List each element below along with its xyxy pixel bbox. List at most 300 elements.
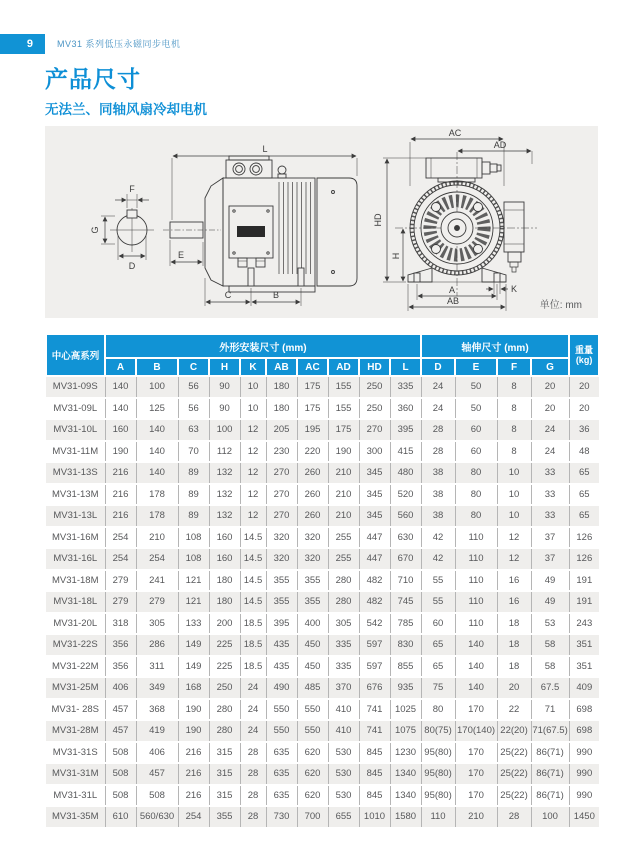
series-cell: MV31-22M <box>46 656 105 678</box>
value-cell: 241 <box>136 570 178 592</box>
value-cell: 80 <box>421 699 455 721</box>
dim-label-L: L <box>262 144 268 154</box>
value-cell: 990 <box>569 785 599 807</box>
value-cell: 25(22) <box>497 742 531 764</box>
value-cell: 8 <box>497 441 531 463</box>
value-cell: 28 <box>421 441 455 463</box>
series-cell: MV31-31S <box>46 742 105 764</box>
value-cell: 33 <box>531 462 569 484</box>
value-cell: 243 <box>569 613 599 635</box>
value-cell: 280 <box>209 720 240 742</box>
table-row <box>46 742 599 764</box>
value-cell: 180 <box>266 376 297 398</box>
value-cell: 356 <box>105 634 136 656</box>
value-cell: 28 <box>240 806 266 827</box>
value-cell: 140 <box>455 677 497 699</box>
value-cell: 14.5 <box>240 570 266 592</box>
value-cell: 28 <box>240 763 266 785</box>
value-cell: 597 <box>359 634 390 656</box>
value-cell: 305 <box>136 613 178 635</box>
value-cell: 133 <box>178 613 209 635</box>
value-cell: 170 <box>455 785 497 807</box>
value-cell: 95(80) <box>421 742 455 764</box>
value-cell: 482 <box>359 591 390 613</box>
value-cell: 355 <box>266 570 297 592</box>
column-header-G: G <box>531 358 569 376</box>
value-cell: 12 <box>240 419 266 441</box>
value-cell: 140 <box>455 656 497 678</box>
value-cell: 280 <box>328 591 359 613</box>
value-cell: 279 <box>105 570 136 592</box>
value-cell: 10 <box>240 376 266 398</box>
table-row <box>46 806 599 827</box>
value-cell: 110 <box>455 591 497 613</box>
value-cell: 140 <box>136 441 178 463</box>
series-cell: MV31-16L <box>46 548 105 570</box>
value-cell: 12 <box>240 441 266 463</box>
value-cell: 351 <box>569 656 599 678</box>
column-header-E: E <box>455 358 497 376</box>
value-cell: 25(22) <box>497 785 531 807</box>
value-cell: 149 <box>178 634 209 656</box>
value-cell: 610 <box>105 806 136 827</box>
page-number-badge: 9 <box>0 34 45 54</box>
weight-header-line2: (kg) <box>575 355 593 365</box>
value-cell: 100 <box>209 419 240 441</box>
value-cell: 250 <box>359 376 390 398</box>
value-cell: 260 <box>297 484 328 506</box>
dim-label-AC: AC <box>448 128 462 138</box>
value-cell: 140 <box>455 634 497 656</box>
value-cell: 320 <box>266 527 297 549</box>
dim-label-F: F <box>129 184 135 194</box>
value-cell: 1075 <box>390 720 421 742</box>
series-cell: MV31-25M <box>46 677 105 699</box>
value-cell: 110 <box>455 527 497 549</box>
value-cell: 50 <box>455 376 497 398</box>
mounting-dimensions-group-header: 外形安装尺寸 (mm) <box>105 334 421 358</box>
value-cell: 286 <box>136 634 178 656</box>
value-cell: 24 <box>240 720 266 742</box>
value-cell: 1450 <box>569 806 599 827</box>
value-cell: 24 <box>240 699 266 721</box>
table-row <box>46 634 599 656</box>
table-row <box>46 677 599 699</box>
table-row <box>46 441 599 463</box>
value-cell: 65 <box>569 462 599 484</box>
value-cell: 12 <box>240 484 266 506</box>
value-cell: 410 <box>328 699 359 721</box>
value-cell: 95(80) <box>421 763 455 785</box>
value-cell: 530 <box>328 763 359 785</box>
value-cell: 447 <box>359 527 390 549</box>
table-row <box>46 613 599 635</box>
value-cell: 447 <box>359 548 390 570</box>
value-cell: 450 <box>297 634 328 656</box>
value-cell: 508 <box>105 742 136 764</box>
section-subtitle: 无法兰、同轴风扇冷却电机 <box>45 102 207 117</box>
value-cell: 400 <box>297 613 328 635</box>
value-cell: 254 <box>105 548 136 570</box>
value-cell: 110 <box>421 806 455 827</box>
value-cell: 279 <box>105 591 136 613</box>
table-row <box>46 699 599 721</box>
value-cell: 160 <box>105 419 136 441</box>
dim-label-E: E <box>177 250 185 260</box>
value-cell: 86(71) <box>531 785 569 807</box>
value-cell: 620 <box>297 763 328 785</box>
value-cell: 90 <box>209 376 240 398</box>
series-cell: MV31-11M <box>46 441 105 463</box>
value-cell: 508 <box>105 785 136 807</box>
value-cell: 355 <box>297 591 328 613</box>
value-cell: 53 <box>531 613 569 635</box>
value-cell: 37 <box>531 527 569 549</box>
value-cell: 406 <box>105 677 136 699</box>
column-header-H: H <box>209 358 240 376</box>
product-dimension-drawings <box>45 126 598 318</box>
value-cell: 315 <box>209 763 240 785</box>
series-cell: MV31-20L <box>46 613 105 635</box>
value-cell: 180 <box>209 591 240 613</box>
value-cell: 178 <box>136 484 178 506</box>
value-cell: 230 <box>266 441 297 463</box>
value-cell: 140 <box>136 419 178 441</box>
value-cell: 80(75) <box>421 720 455 742</box>
value-cell: 10 <box>497 505 531 527</box>
value-cell: 200 <box>209 613 240 635</box>
value-cell: 345 <box>359 462 390 484</box>
value-cell: 270 <box>266 462 297 484</box>
value-cell: 845 <box>359 785 390 807</box>
value-cell: 38 <box>421 505 455 527</box>
value-cell: 42 <box>421 527 455 549</box>
value-cell: 698 <box>569 699 599 721</box>
value-cell: 175 <box>297 376 328 398</box>
dim-label-B: B <box>272 290 280 300</box>
value-cell: 65 <box>569 505 599 527</box>
value-cell: 132 <box>209 484 240 506</box>
value-cell: 550 <box>297 720 328 742</box>
value-cell: 260 <box>297 505 328 527</box>
value-cell: 1580 <box>390 806 421 827</box>
value-cell: 121 <box>178 591 209 613</box>
value-cell: 60 <box>421 613 455 635</box>
dim-label-G: G <box>90 226 100 234</box>
column-header-HD: HD <box>359 358 390 376</box>
value-cell: 20 <box>497 677 531 699</box>
value-cell: 36 <box>569 419 599 441</box>
value-cell: 190 <box>178 720 209 742</box>
value-cell: 18 <box>497 634 531 656</box>
value-cell: 38 <box>421 462 455 484</box>
value-cell: 741 <box>359 720 390 742</box>
table-row <box>46 763 599 785</box>
table-row <box>46 720 599 742</box>
value-cell: 89 <box>178 462 209 484</box>
column-header-AB: AB <box>266 358 297 376</box>
value-cell: 1230 <box>390 742 421 764</box>
value-cell: 550 <box>266 699 297 721</box>
value-cell: 22(20) <box>497 720 531 742</box>
shaft-dimensions-group-header: 轴伸尺寸 (mm) <box>421 334 569 358</box>
value-cell: 620 <box>297 785 328 807</box>
value-cell: 635 <box>266 785 297 807</box>
value-cell: 216 <box>178 742 209 764</box>
value-cell: 335 <box>328 656 359 678</box>
value-cell: 63 <box>178 419 209 441</box>
value-cell: 18 <box>497 656 531 678</box>
value-cell: 1025 <box>390 699 421 721</box>
value-cell: 190 <box>178 699 209 721</box>
value-cell: 335 <box>390 376 421 398</box>
value-cell: 12 <box>497 527 531 549</box>
value-cell: 38 <box>421 484 455 506</box>
value-cell: 28 <box>421 419 455 441</box>
value-cell: 71(67.5) <box>531 720 569 742</box>
value-cell: 457 <box>105 720 136 742</box>
value-cell: 180 <box>266 398 297 420</box>
value-cell: 410 <box>328 720 359 742</box>
value-cell: 250 <box>209 677 240 699</box>
value-cell: 508 <box>136 785 178 807</box>
value-cell: 70 <box>178 441 209 463</box>
value-cell: 89 <box>178 505 209 527</box>
value-cell: 12 <box>497 548 531 570</box>
value-cell: 542 <box>359 613 390 635</box>
value-cell: 28 <box>240 785 266 807</box>
value-cell: 170(140) <box>455 720 497 742</box>
value-cell: 210 <box>328 462 359 484</box>
dim-label-AD: AD <box>493 140 507 150</box>
dim-label-D: D <box>128 261 136 271</box>
value-cell: 990 <box>569 763 599 785</box>
value-cell: 140 <box>136 462 178 484</box>
value-cell: 550 <box>266 720 297 742</box>
value-cell: 18.5 <box>240 656 266 678</box>
value-cell: 655 <box>328 806 359 827</box>
dim-label-H: H <box>391 252 401 260</box>
value-cell: 210 <box>328 505 359 527</box>
value-cell: 356 <box>105 656 136 678</box>
value-cell: 100 <box>136 376 178 398</box>
value-cell: 355 <box>297 570 328 592</box>
value-cell: 175 <box>328 419 359 441</box>
value-cell: 370 <box>328 677 359 699</box>
value-cell: 149 <box>178 656 209 678</box>
value-cell: 132 <box>209 505 240 527</box>
value-cell: 349 <box>136 677 178 699</box>
series-cell: MV31-22S <box>46 634 105 656</box>
value-cell: 406 <box>136 742 178 764</box>
dim-label-AB: AB <box>446 296 460 306</box>
value-cell: 190 <box>105 441 136 463</box>
value-cell: 216 <box>178 763 209 785</box>
value-cell: 419 <box>136 720 178 742</box>
motor-side-view <box>163 156 357 306</box>
value-cell: 24 <box>421 376 455 398</box>
value-cell: 395 <box>266 613 297 635</box>
dim-label-K: K <box>511 284 518 294</box>
value-cell: 216 <box>105 484 136 506</box>
value-cell: 315 <box>209 785 240 807</box>
value-cell: 225 <box>209 656 240 678</box>
value-cell: 14.5 <box>240 591 266 613</box>
value-cell: 126 <box>569 548 599 570</box>
value-cell: 10 <box>240 398 266 420</box>
series-cell: MV31-18L <box>46 591 105 613</box>
weight-column-header <box>569 334 599 376</box>
value-cell: 990 <box>569 742 599 764</box>
value-cell: 20 <box>569 376 599 398</box>
table-subheader-row <box>46 358 599 376</box>
value-cell: 1340 <box>390 785 421 807</box>
value-cell: 368 <box>136 699 178 721</box>
column-header-F: F <box>497 358 531 376</box>
value-cell: 18 <box>497 613 531 635</box>
value-cell: 65 <box>421 634 455 656</box>
value-cell: 597 <box>359 656 390 678</box>
value-cell: 48 <box>569 441 599 463</box>
value-cell: 480 <box>390 462 421 484</box>
column-header-AC: AC <box>297 358 328 376</box>
value-cell: 56 <box>178 398 209 420</box>
table-row <box>46 527 599 549</box>
series-cell: MV31-13S <box>46 462 105 484</box>
value-cell: 300 <box>359 441 390 463</box>
value-cell: 58 <box>531 634 569 656</box>
value-cell: 33 <box>531 484 569 506</box>
value-cell: 20 <box>569 398 599 420</box>
value-cell: 216 <box>105 462 136 484</box>
value-cell: 160 <box>209 548 240 570</box>
value-cell: 125 <box>136 398 178 420</box>
value-cell: 90 <box>209 398 240 420</box>
value-cell: 351 <box>569 634 599 656</box>
dim-label-A: A <box>448 285 456 295</box>
value-cell: 140 <box>105 398 136 420</box>
series-cell: MV31- 28S <box>46 699 105 721</box>
series-cell: MV31-28M <box>46 720 105 742</box>
value-cell: 170 <box>455 742 497 764</box>
value-cell: 110 <box>455 613 497 635</box>
value-cell: 457 <box>136 763 178 785</box>
value-cell: 254 <box>105 527 136 549</box>
value-cell: 49 <box>531 591 569 613</box>
value-cell: 18.5 <box>240 613 266 635</box>
value-cell: 560/630 <box>136 806 178 827</box>
series-column-header: 中心高系列 <box>46 334 105 376</box>
value-cell: 20 <box>531 398 569 420</box>
column-header-D: D <box>421 358 455 376</box>
value-cell: 60 <box>455 419 497 441</box>
value-cell: 710 <box>390 570 421 592</box>
value-cell: 28 <box>240 742 266 764</box>
value-cell: 279 <box>136 591 178 613</box>
value-cell: 730 <box>266 806 297 827</box>
value-cell: 490 <box>266 677 297 699</box>
value-cell: 65 <box>421 656 455 678</box>
value-cell: 170 <box>455 699 497 721</box>
value-cell: 220 <box>297 441 328 463</box>
value-cell: 110 <box>455 570 497 592</box>
value-cell: 155 <box>328 398 359 420</box>
value-cell: 270 <box>266 505 297 527</box>
value-cell: 110 <box>455 548 497 570</box>
value-cell: 320 <box>297 527 328 549</box>
page-title: 产品尺寸 <box>45 66 141 92</box>
table-row <box>46 484 599 506</box>
dim-label-C: C <box>224 290 232 300</box>
value-cell: 935 <box>390 677 421 699</box>
value-cell: 205 <box>266 419 297 441</box>
value-cell: 745 <box>390 591 421 613</box>
value-cell: 254 <box>178 806 209 827</box>
value-cell: 100 <box>531 806 569 827</box>
value-cell: 37 <box>531 548 569 570</box>
value-cell: 178 <box>136 505 178 527</box>
value-cell: 457 <box>105 699 136 721</box>
value-cell: 24 <box>240 677 266 699</box>
value-cell: 315 <box>209 742 240 764</box>
value-cell: 482 <box>359 570 390 592</box>
value-cell: 676 <box>359 677 390 699</box>
value-cell: 8 <box>497 419 531 441</box>
table-row <box>46 462 599 484</box>
value-cell: 8 <box>497 398 531 420</box>
table-body <box>46 376 599 827</box>
table-row <box>46 505 599 527</box>
value-cell: 140 <box>105 376 136 398</box>
value-cell: 700 <box>297 806 328 827</box>
value-cell: 80 <box>455 505 497 527</box>
value-cell: 530 <box>328 785 359 807</box>
value-cell: 49 <box>531 570 569 592</box>
value-cell: 508 <box>105 763 136 785</box>
value-cell: 550 <box>297 699 328 721</box>
dim-label-HD: HD <box>373 213 383 227</box>
value-cell: 620 <box>297 742 328 764</box>
column-header-A: A <box>105 358 136 376</box>
value-cell: 112 <box>209 441 240 463</box>
value-cell: 126 <box>569 527 599 549</box>
value-cell: 415 <box>390 441 421 463</box>
value-cell: 108 <box>178 527 209 549</box>
value-cell: 175 <box>297 398 328 420</box>
value-cell: 785 <box>390 613 421 635</box>
value-cell: 450 <box>297 656 328 678</box>
value-cell: 24 <box>531 419 569 441</box>
value-cell: 24 <box>531 441 569 463</box>
column-header-B: B <box>136 358 178 376</box>
value-cell: 1340 <box>390 763 421 785</box>
series-cell: MV31-09L <box>46 398 105 420</box>
value-cell: 65 <box>569 484 599 506</box>
value-cell: 28 <box>497 806 531 827</box>
value-cell: 16 <box>497 570 531 592</box>
value-cell: 89 <box>178 484 209 506</box>
value-cell: 409 <box>569 677 599 699</box>
document-title: MV31 系列低压永磁同步电机 <box>57 39 181 49</box>
value-cell: 86(71) <box>531 742 569 764</box>
value-cell: 12 <box>240 505 266 527</box>
value-cell: 845 <box>359 763 390 785</box>
value-cell: 170 <box>455 763 497 785</box>
value-cell: 345 <box>359 505 390 527</box>
value-cell: 355 <box>266 591 297 613</box>
value-cell: 10 <box>497 484 531 506</box>
value-cell: 395 <box>390 419 421 441</box>
